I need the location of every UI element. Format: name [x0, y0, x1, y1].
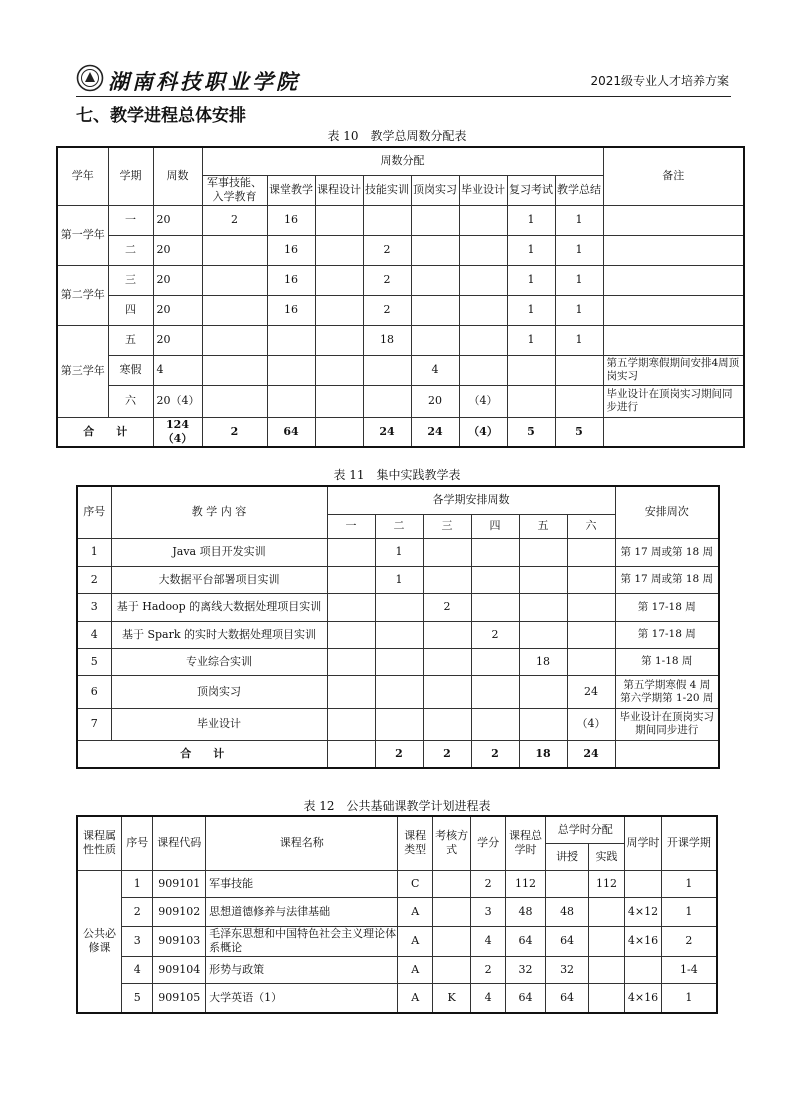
table-row — [57, 355, 744, 385]
table-header-row — [57, 147, 744, 175]
weekly-header: 周学时 — [625, 816, 661, 870]
value-cell — [315, 205, 363, 235]
value-cell — [411, 235, 459, 265]
table-row — [57, 385, 744, 417]
sub-header: 技能实训 — [363, 175, 411, 205]
total-row — [57, 417, 744, 447]
credit-cell: 2 — [471, 870, 505, 897]
total-cell: 48 — [505, 897, 546, 926]
term-header: 三 — [423, 514, 471, 538]
table-row — [77, 538, 719, 566]
sub-header: 顶岗实习 — [411, 175, 459, 205]
name-cell: 军事技能 — [206, 870, 398, 897]
table-row — [77, 870, 717, 897]
weeks-distribution-table — [56, 146, 745, 448]
total-label: 合 计 — [57, 417, 153, 447]
value-cell — [507, 355, 555, 385]
weeks-cell: 2 — [471, 621, 519, 648]
total-cell: 64 — [505, 926, 546, 956]
total-cell: 24 — [411, 417, 459, 447]
weeks-cell — [567, 566, 615, 593]
index-cell: 2 — [122, 897, 153, 926]
content-cell: 基于 Hadoop 的离线大数据处理项目实训 — [111, 593, 327, 621]
value-cell — [267, 385, 315, 417]
value-cell — [363, 385, 411, 417]
table12-caption: 表 12 公共基础课教学计划进程表 — [303, 799, 491, 813]
value-cell — [267, 355, 315, 385]
public-courses-table — [76, 815, 718, 1014]
note-cell — [603, 325, 744, 355]
total-cell: 32 — [505, 956, 546, 983]
content-cell: 专业综合实训 — [111, 648, 327, 675]
note-cell — [603, 295, 744, 325]
schedule-cell: 第五学期寒假 4 周 第六学期第 1-20 周 — [615, 675, 719, 708]
exam-cell — [432, 926, 470, 956]
exam-cell: K — [432, 983, 470, 1013]
value-cell: 1 — [555, 295, 603, 325]
total-cell — [327, 740, 375, 768]
index-cell: 3 — [77, 593, 111, 621]
term-cell: 二 — [108, 235, 153, 265]
value-cell: 1 — [555, 265, 603, 295]
schedule-cell: 第 17 周或第 18 周 — [615, 566, 719, 593]
value-cell: 2 — [202, 205, 267, 235]
weeks-cell — [471, 566, 519, 593]
weeks-cell: 20 — [153, 235, 202, 265]
total-cell — [315, 417, 363, 447]
course-group-cell: 公共必修课 — [77, 870, 122, 1013]
sub-header: 毕业设计 — [459, 175, 507, 205]
total-schedule — [615, 740, 719, 768]
credit-cell: 2 — [471, 956, 505, 983]
weeks-cell: 20（4） — [153, 385, 202, 417]
total-label: 合 计 — [77, 740, 327, 768]
table-row — [77, 983, 717, 1013]
term-header: 四 — [471, 514, 519, 538]
practice-teaching-table — [76, 485, 720, 769]
index-header: 序号 — [122, 816, 153, 870]
type-cell: A — [398, 926, 432, 956]
code-cell: 909101 — [153, 870, 206, 897]
note-cell: 毕业设计在顶岗实习期间同步进行 — [603, 385, 744, 417]
index-cell: 1 — [77, 538, 111, 566]
weeks-cell — [375, 593, 423, 621]
weeks-cell — [423, 708, 471, 740]
term-cell: 四 — [108, 295, 153, 325]
page-header — [76, 62, 731, 97]
weeks-cell: 1 — [375, 538, 423, 566]
value-cell — [202, 355, 267, 385]
content-cell: 顶岗实习 — [111, 675, 327, 708]
weeks-cell — [327, 566, 375, 593]
value-cell — [363, 205, 411, 235]
lecture-header: 讲授 — [546, 843, 589, 870]
total-cell: 24 — [363, 417, 411, 447]
index-cell: 2 — [77, 566, 111, 593]
name-cell: 形势与政策 — [206, 956, 398, 983]
value-cell — [507, 385, 555, 417]
value-cell — [555, 385, 603, 417]
weeks-cell — [423, 621, 471, 648]
weeks-cell — [567, 593, 615, 621]
hours-dist-header: 总学时分配 — [546, 816, 625, 843]
index-cell: 4 — [77, 621, 111, 648]
table-row — [77, 648, 719, 675]
table-row — [57, 295, 744, 325]
weeks-cell — [327, 648, 375, 675]
value-cell — [411, 325, 459, 355]
weeks-cell — [471, 593, 519, 621]
schedule-cell: 第 17 周或第 18 周 — [615, 538, 719, 566]
total-hours-header: 课程总学时 — [505, 816, 546, 870]
weekly-cell: 4×16 — [625, 926, 661, 956]
exam-cell — [432, 956, 470, 983]
lecture-cell: 64 — [546, 926, 589, 956]
schedule-cell: 第 17-18 周 — [615, 593, 719, 621]
type-cell: A — [398, 956, 432, 983]
type-cell: C — [398, 870, 432, 897]
table-row — [77, 897, 717, 926]
term-cell: 一 — [108, 205, 153, 235]
schedule-cell: 第 17-18 周 — [615, 621, 719, 648]
sub-header: 课程设计 — [315, 175, 363, 205]
weeks-cell: 1 — [375, 566, 423, 593]
practice-cell — [588, 983, 624, 1013]
note-cell — [603, 235, 744, 265]
weeks-cell — [423, 675, 471, 708]
table-row — [57, 235, 744, 265]
content-cell: 基于 Spark 的实时大数据处理项目实训 — [111, 621, 327, 648]
term-cell: 六 — [108, 385, 153, 417]
value-cell — [315, 355, 363, 385]
weeks-cell — [567, 538, 615, 566]
weeks-cell — [423, 538, 471, 566]
table-row — [77, 675, 719, 708]
sub-header: 复习考试 — [507, 175, 555, 205]
exam-cell — [432, 897, 470, 926]
sub-header: 课堂教学 — [267, 175, 315, 205]
total-cell: 2 — [202, 417, 267, 447]
term-header: 二 — [375, 514, 423, 538]
weeks-header: 周数 — [153, 147, 202, 205]
total-cell: （4） — [459, 417, 507, 447]
term-cell: 寒假 — [108, 355, 153, 385]
term-cell: 1-4 — [661, 956, 717, 983]
weeks-cell — [327, 593, 375, 621]
year-header: 学年 — [57, 147, 108, 205]
practice-header: 实践 — [588, 843, 624, 870]
value-cell — [315, 325, 363, 355]
value-cell — [202, 385, 267, 417]
total-cell: 18 — [519, 740, 567, 768]
notes-header: 备注 — [603, 147, 744, 205]
table-row — [57, 265, 744, 295]
weeks-cell — [375, 708, 423, 740]
index-cell: 1 — [122, 870, 153, 897]
term-cell: 2 — [661, 926, 717, 956]
year-cell: 第三学年 — [57, 325, 108, 417]
practice-cell — [588, 926, 624, 956]
code-cell: 909104 — [153, 956, 206, 983]
value-cell: 20 — [411, 385, 459, 417]
index-cell: 3 — [122, 926, 153, 956]
table-row — [57, 205, 744, 235]
weeks-cell: 20 — [153, 325, 202, 355]
total-note — [603, 417, 744, 447]
schedule-cell: 第 1-18 周 — [615, 648, 719, 675]
content-header: 教 学 内 容 — [111, 486, 327, 538]
code-cell: 909105 — [153, 983, 206, 1013]
weekly-cell: 4×12 — [625, 897, 661, 926]
value-cell — [315, 265, 363, 295]
name-cell: 大学英语（1） — [206, 983, 398, 1013]
weeks-cell: 4 — [153, 355, 202, 385]
table-row — [77, 566, 719, 593]
weekly-cell — [625, 956, 661, 983]
value-cell — [459, 265, 507, 295]
lecture-cell — [546, 870, 589, 897]
type-cell: A — [398, 983, 432, 1013]
value-cell — [315, 235, 363, 265]
term-cell: 1 — [661, 983, 717, 1013]
index-cell: 6 — [77, 675, 111, 708]
value-cell — [459, 295, 507, 325]
total-cell: 64 — [505, 983, 546, 1013]
weeks-cell — [423, 566, 471, 593]
weeks-cell — [327, 621, 375, 648]
practice-cell — [588, 897, 624, 926]
lecture-cell: 48 — [546, 897, 589, 926]
attr-header: 课程属性性质 — [77, 816, 122, 870]
value-cell — [202, 295, 267, 325]
lecture-cell: 32 — [546, 956, 589, 983]
weeks-cell — [327, 538, 375, 566]
value-cell — [411, 265, 459, 295]
weekly-cell — [625, 870, 661, 897]
credit-cell: 4 — [471, 926, 505, 956]
content-cell: Java 项目开发实训 — [111, 538, 327, 566]
weeks-cell — [519, 708, 567, 740]
table-header-row — [77, 816, 717, 843]
value-cell — [555, 355, 603, 385]
total-cell: 2 — [471, 740, 519, 768]
value-cell: 16 — [267, 205, 315, 235]
total-cell: 2 — [423, 740, 471, 768]
school-logo-icon — [76, 64, 104, 92]
value-cell: 16 — [267, 265, 315, 295]
table-row — [57, 325, 744, 355]
schedule-header: 安排周次 — [615, 486, 719, 538]
total-cell: 112 — [505, 870, 546, 897]
value-cell — [411, 205, 459, 235]
value-cell — [411, 295, 459, 325]
value-cell: 1 — [507, 265, 555, 295]
section-title: 七、教学进程总体安排 — [76, 106, 246, 126]
index-cell: 5 — [77, 648, 111, 675]
weekly-cell: 4×16 — [625, 983, 661, 1013]
weeks-cell: 18 — [519, 648, 567, 675]
total-cell: 5 — [555, 417, 603, 447]
value-cell: 1 — [555, 235, 603, 265]
credit-cell: 3 — [471, 897, 505, 926]
type-cell: A — [398, 897, 432, 926]
value-cell — [459, 325, 507, 355]
sub-header: 军事技能、入学教育 — [202, 175, 267, 205]
plan-title: 2021级专业人才培养方案 — [590, 74, 729, 88]
index-cell: 4 — [122, 956, 153, 983]
table-row — [77, 708, 719, 740]
code-header: 课程代码 — [153, 816, 206, 870]
value-cell — [202, 265, 267, 295]
index-cell: 7 — [77, 708, 111, 740]
note-cell — [603, 205, 744, 235]
weeks-cell — [375, 648, 423, 675]
term-cell: 1 — [661, 870, 717, 897]
note-cell: 第五学期寒假期间安排4周顶岗实习 — [603, 355, 744, 385]
schedule-cell: 毕业设计在顶岗实习期间同步进行 — [615, 708, 719, 740]
table-row — [77, 926, 717, 956]
weeks-cell: （4） — [567, 708, 615, 740]
weeks-cell: 24 — [567, 675, 615, 708]
value-cell: 2 — [363, 265, 411, 295]
lecture-cell: 64 — [546, 983, 589, 1013]
weeks-cell — [471, 675, 519, 708]
weeks-cell: 20 — [153, 295, 202, 325]
weeks-cell — [519, 675, 567, 708]
code-cell: 909102 — [153, 897, 206, 926]
total-row — [77, 740, 719, 768]
sub-header: 教学总结 — [555, 175, 603, 205]
weeks-cell — [567, 621, 615, 648]
table10-caption: 表 10 教学总周数分配表 — [327, 129, 467, 143]
term-cell: 三 — [108, 265, 153, 295]
term-header: 学期 — [108, 147, 153, 205]
exam-header: 考核方式 — [432, 816, 470, 870]
distribution-header: 周数分配 — [202, 147, 603, 175]
name-header: 课程名称 — [206, 816, 398, 870]
total-weeks: 124（4） — [153, 417, 202, 447]
school-name: 湖南科技职业学院 — [108, 69, 300, 94]
weeks-cell — [423, 648, 471, 675]
value-cell: 4 — [411, 355, 459, 385]
value-cell: 1 — [555, 325, 603, 355]
table11-caption: 表 11 集中实践教学表 — [333, 468, 461, 482]
index-header: 序号 — [77, 486, 111, 538]
table-row — [77, 621, 719, 648]
table-row — [77, 956, 717, 983]
weeks-cell — [471, 538, 519, 566]
value-cell: 1 — [507, 295, 555, 325]
code-cell: 909103 — [153, 926, 206, 956]
value-cell — [315, 295, 363, 325]
type-header: 课程类型 — [398, 816, 432, 870]
table-header-row — [77, 486, 719, 514]
weeks-cell — [471, 708, 519, 740]
index-cell: 5 — [122, 983, 153, 1013]
credit-header: 学分 — [471, 816, 505, 870]
value-cell: 16 — [267, 235, 315, 265]
weeks-cell: 20 — [153, 205, 202, 235]
total-cell: 5 — [507, 417, 555, 447]
value-cell — [202, 325, 267, 355]
term-header: 六 — [567, 514, 615, 538]
value-cell: （4） — [459, 385, 507, 417]
credit-cell: 4 — [471, 983, 505, 1013]
value-cell — [459, 205, 507, 235]
year-cell: 第一学年 — [57, 205, 108, 265]
weeks-cell — [375, 675, 423, 708]
term-cell: 五 — [108, 325, 153, 355]
value-cell: 1 — [507, 325, 555, 355]
year-cell: 第二学年 — [57, 265, 108, 325]
value-cell: 1 — [555, 205, 603, 235]
weeks-cell — [375, 621, 423, 648]
value-cell — [459, 235, 507, 265]
weeks-cell — [519, 621, 567, 648]
table-row — [77, 593, 719, 621]
term-cell: 1 — [661, 897, 717, 926]
per-term-header: 各学期安排周数 — [327, 486, 615, 514]
weeks-cell — [471, 648, 519, 675]
content-cell: 毕业设计 — [111, 708, 327, 740]
value-cell — [459, 355, 507, 385]
term-header: 开课学期 — [661, 816, 717, 870]
total-cell: 2 — [375, 740, 423, 768]
value-cell — [315, 385, 363, 417]
total-cell: 64 — [267, 417, 315, 447]
term-header: 一 — [327, 514, 375, 538]
value-cell: 1 — [507, 205, 555, 235]
weeks-cell — [519, 566, 567, 593]
practice-cell — [588, 956, 624, 983]
value-cell — [202, 235, 267, 265]
weeks-cell: 2 — [423, 593, 471, 621]
weeks-cell — [327, 675, 375, 708]
note-cell — [603, 265, 744, 295]
practice-cell: 112 — [588, 870, 624, 897]
value-cell: 16 — [267, 295, 315, 325]
content-cell: 大数据平台部署项目实训 — [111, 566, 327, 593]
value-cell: 2 — [363, 235, 411, 265]
name-cell: 毛泽东思想和中国特色社会主义理论体系概论 — [206, 926, 398, 956]
value-cell — [267, 325, 315, 355]
name-cell: 思想道德修养与法律基础 — [206, 897, 398, 926]
value-cell: 1 — [507, 235, 555, 265]
weeks-cell — [519, 538, 567, 566]
weeks-cell — [327, 708, 375, 740]
term-header: 五 — [519, 514, 567, 538]
weeks-cell: 20 — [153, 265, 202, 295]
exam-cell — [432, 870, 470, 897]
value-cell: 2 — [363, 295, 411, 325]
total-cell: 24 — [567, 740, 615, 768]
value-cell — [363, 355, 411, 385]
value-cell: 18 — [363, 325, 411, 355]
weeks-cell — [519, 593, 567, 621]
weeks-cell — [567, 648, 615, 675]
